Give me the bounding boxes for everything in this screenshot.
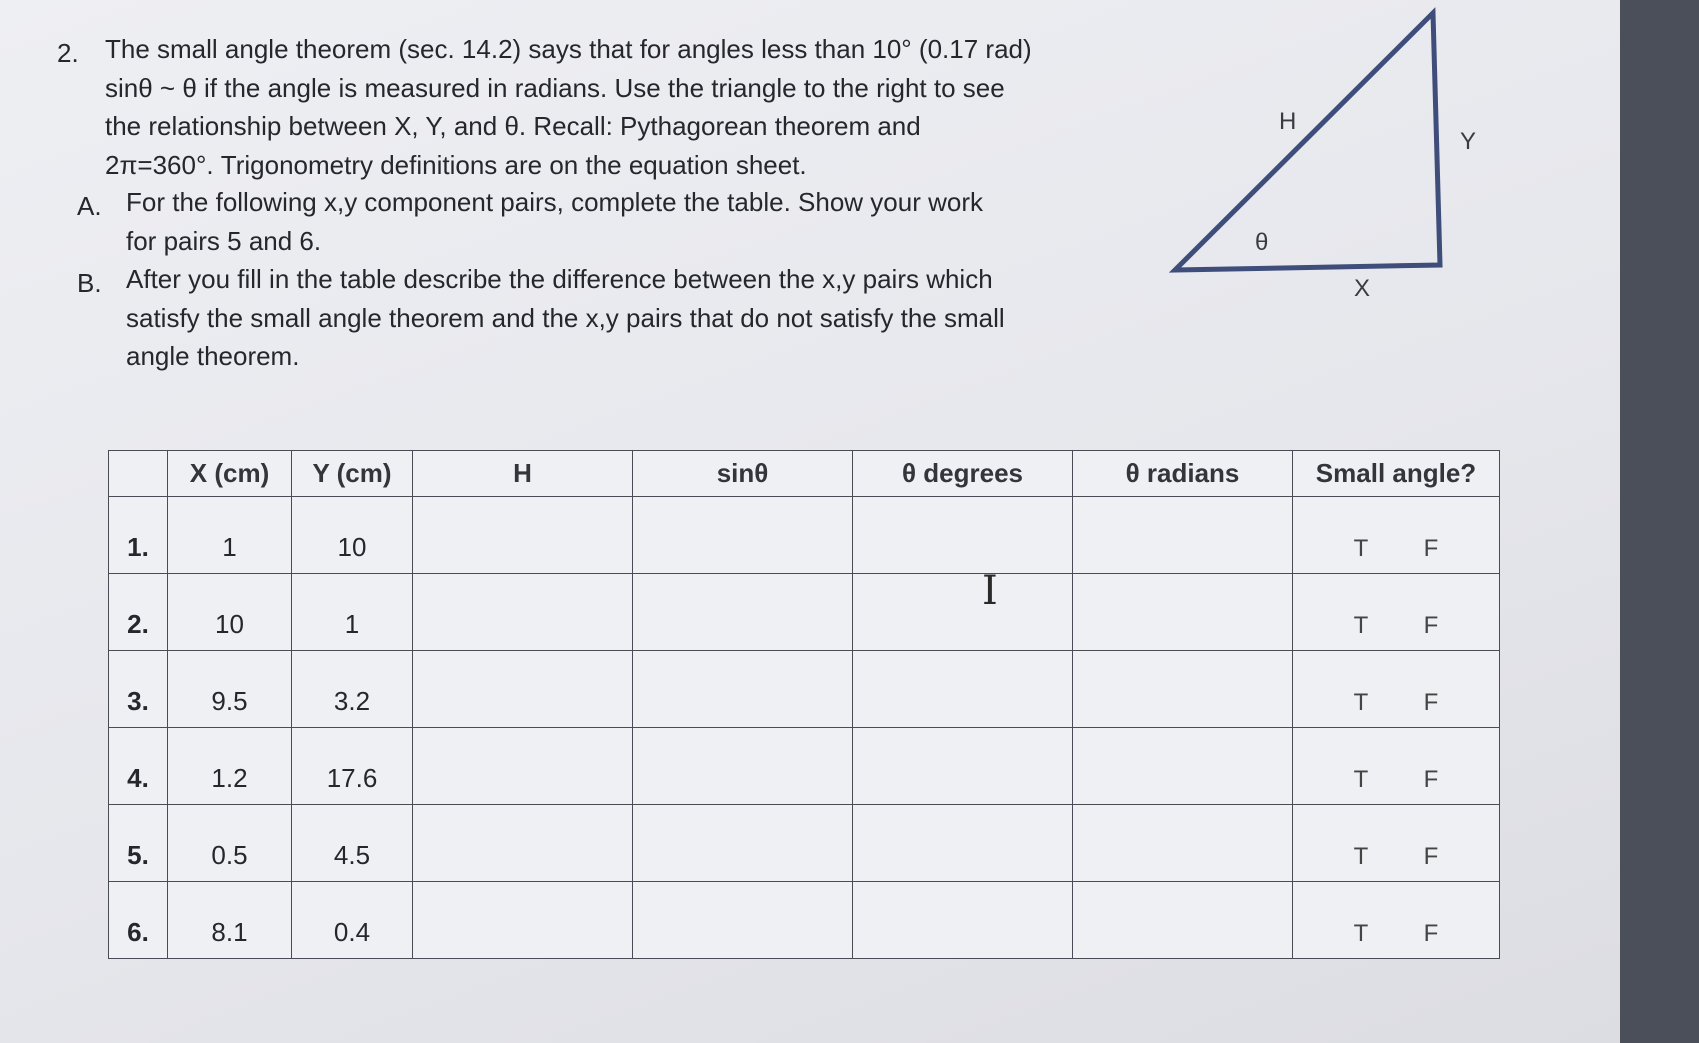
radians-cell[interactable] xyxy=(1073,805,1293,882)
degrees-cell[interactable] xyxy=(853,728,1073,805)
text-cursor-icon: I xyxy=(982,568,998,614)
question-text xyxy=(105,30,1135,184)
false-option[interactable]: F xyxy=(1423,689,1439,716)
question-line: sinθ ~ θ if the angle is measured in radians. Use the triangle to the right to see xyxy=(105,72,1005,103)
table-row xyxy=(109,497,1500,574)
false-option[interactable]: F xyxy=(1423,843,1439,870)
degrees-cell[interactable] xyxy=(853,574,1073,651)
h-cell[interactable] xyxy=(413,728,633,805)
data-table xyxy=(108,450,1500,959)
row-number: 2. xyxy=(109,574,168,651)
opposite-side-label: Y xyxy=(1460,128,1477,155)
x-cell: 8.1 xyxy=(168,882,292,959)
header-x: X (cm) xyxy=(168,451,292,497)
h-cell[interactable] xyxy=(413,497,633,574)
row-number: 5. xyxy=(109,805,168,882)
h-cell[interactable] xyxy=(413,651,633,728)
table-header-row xyxy=(109,451,1500,497)
y-cell: 0.4 xyxy=(292,882,413,959)
small-angle-cell[interactable] xyxy=(1293,882,1500,959)
radians-cell[interactable] xyxy=(1073,497,1293,574)
true-option[interactable]: T xyxy=(1353,535,1369,562)
degrees-cell[interactable] xyxy=(853,497,1073,574)
header-degrees: θ degrees xyxy=(853,451,1073,497)
question-number: 2. xyxy=(57,38,79,68)
sin-cell[interactable] xyxy=(633,882,853,959)
angle-theta-label: θ xyxy=(1255,229,1269,256)
true-option[interactable]: T xyxy=(1353,612,1369,639)
radians-cell[interactable] xyxy=(1073,728,1293,805)
radians-cell[interactable] xyxy=(1073,574,1293,651)
part-a-line: For the following x,y component pairs, complete the table. Show your work xyxy=(126,187,983,217)
table-row xyxy=(109,882,1500,959)
sin-cell[interactable] xyxy=(633,805,853,882)
small-angle-cell[interactable] xyxy=(1293,497,1500,574)
header-small-angle: Small angle? xyxy=(1293,451,1500,497)
part-a-text xyxy=(126,183,1126,260)
sin-cell[interactable] xyxy=(633,497,853,574)
h-cell[interactable] xyxy=(413,574,633,651)
row-number: 6. xyxy=(109,882,168,959)
header-radians: θ radians xyxy=(1073,451,1293,497)
header-y: Y (cm) xyxy=(292,451,413,497)
question-line: the relationship between X, Y, and θ. Recall: Pythagorean theorem and xyxy=(105,111,921,141)
radians-cell[interactable] xyxy=(1073,882,1293,959)
false-option[interactable]: F xyxy=(1423,766,1439,793)
radians-cell[interactable] xyxy=(1073,651,1293,728)
true-option[interactable]: T xyxy=(1353,689,1369,716)
part-b-text xyxy=(126,260,1126,376)
y-cell: 17.6 xyxy=(292,728,413,805)
adjacent-side-label: X xyxy=(1354,275,1371,302)
h-cell[interactable] xyxy=(413,805,633,882)
x-cell: 1 xyxy=(168,497,292,574)
question-line: The small angle theorem (sec. 14.2) says that for angles less than 10° (0.17 rad) xyxy=(105,34,1032,64)
small-angle-cell[interactable] xyxy=(1293,805,1500,882)
true-option[interactable]: T xyxy=(1353,843,1369,870)
x-cell: 1.2 xyxy=(168,728,292,805)
hypotenuse-label: H xyxy=(1279,108,1297,135)
table-row xyxy=(109,728,1500,805)
row-number: 3. xyxy=(109,651,168,728)
part-b-line: angle theorem. xyxy=(126,341,300,371)
y-cell: 3.2 xyxy=(292,651,413,728)
table-row xyxy=(109,805,1500,882)
degrees-cell[interactable] xyxy=(853,805,1073,882)
y-cell: 10 xyxy=(292,497,413,574)
row-number: 4. xyxy=(109,728,168,805)
part-a-line: for pairs 5 and 6. xyxy=(126,225,322,256)
sin-cell[interactable] xyxy=(633,574,853,651)
true-option[interactable]: T xyxy=(1353,766,1369,793)
x-cell: 9.5 xyxy=(168,651,292,728)
sin-cell[interactable] xyxy=(633,728,853,805)
header-sin: sinθ xyxy=(633,451,853,497)
part-a-label: A. xyxy=(77,191,102,221)
row-number: 1. xyxy=(109,497,168,574)
part-b-line: satisfy the small angle theorem and the x,y pairs that do not satisfy the small xyxy=(126,302,1005,333)
table-row xyxy=(109,651,1500,728)
false-option[interactable]: F xyxy=(1423,612,1439,639)
y-cell: 4.5 xyxy=(292,805,413,882)
question-line: 2π=360°. Trigonometry definitions are on the equation sheet. xyxy=(105,149,807,180)
right-triangle-diagram xyxy=(1165,5,1465,285)
degrees-cell[interactable] xyxy=(853,882,1073,959)
h-cell[interactable] xyxy=(413,882,633,959)
header-h: H xyxy=(413,451,633,497)
x-cell: 0.5 xyxy=(168,805,292,882)
small-angle-cell[interactable] xyxy=(1293,651,1500,728)
table-row xyxy=(109,574,1500,651)
false-option[interactable]: F xyxy=(1423,535,1439,562)
small-angle-cell[interactable] xyxy=(1293,728,1500,805)
true-option[interactable]: T xyxy=(1353,920,1369,947)
part-b-line: After you fill in the table describe the difference between the x,y pairs which xyxy=(126,264,993,294)
false-option[interactable]: F xyxy=(1423,920,1439,947)
y-cell: 1 xyxy=(292,574,413,651)
x-cell: 10 xyxy=(168,574,292,651)
triangle-outline xyxy=(1175,13,1440,270)
header-index xyxy=(109,451,168,497)
degrees-cell[interactable] xyxy=(853,651,1073,728)
sin-cell[interactable] xyxy=(633,651,853,728)
part-b-label: B. xyxy=(77,268,102,298)
small-angle-cell[interactable] xyxy=(1293,574,1500,651)
